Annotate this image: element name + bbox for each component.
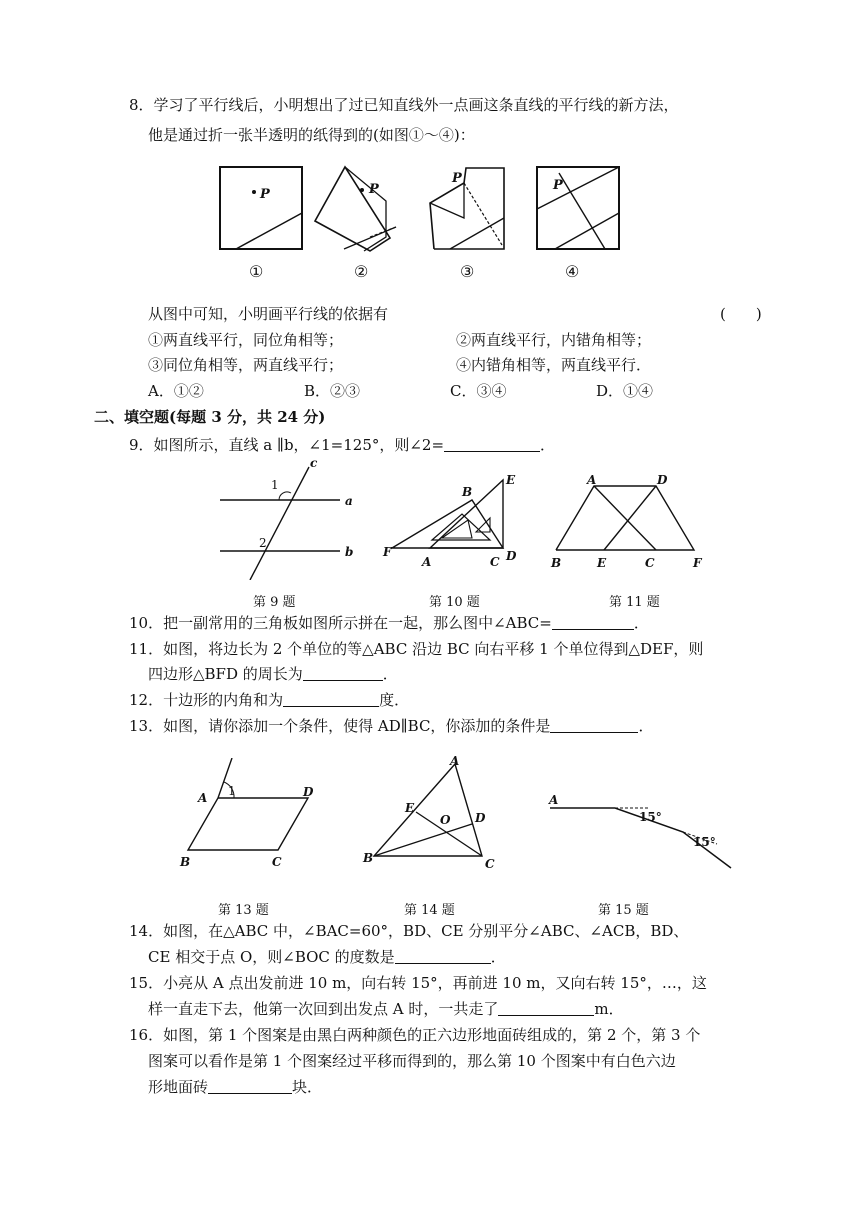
line-b-label: b bbox=[345, 545, 354, 559]
q16-line2: 图案可以看作是第 1 个图案经过平移而得到的，那么第 10 个图案中有白色六边 bbox=[148, 1052, 676, 1070]
q14-answer-blank[interactable] bbox=[395, 948, 491, 964]
caption-figure-13: 第 13 题 bbox=[218, 903, 269, 918]
point-d-label: D bbox=[506, 549, 517, 563]
q14-end: ． bbox=[490, 948, 506, 966]
point-p-label: P bbox=[553, 178, 563, 193]
q11-text: 四边形△BFD 的周长为 bbox=[148, 665, 303, 683]
point-a-label: A bbox=[198, 791, 208, 805]
point-a-label: A bbox=[587, 473, 597, 487]
q8-option-c: C．③④ bbox=[450, 382, 507, 400]
caption-figure-10: 第 10 题 bbox=[429, 595, 480, 610]
fig-label-2: ② bbox=[354, 262, 369, 281]
q11-answer-blank[interactable] bbox=[303, 665, 383, 681]
q9-text: 9．如图所示，直线 a ∥b，∠1=125°，则∠2= bbox=[129, 436, 445, 454]
figure-10 bbox=[380, 470, 520, 576]
q10-text: 10．把一副常用的三角板如图所示拼在一起，那么图中∠ABC= bbox=[129, 614, 552, 632]
point-p-label: P bbox=[452, 171, 462, 186]
fig-label-1: ① bbox=[249, 262, 264, 281]
q15-text: 样一直走下去，他第一次回到出发点 A 时，一共走了 bbox=[148, 1000, 499, 1018]
point-a-label: A bbox=[422, 555, 432, 569]
q9-answer-blank[interactable] bbox=[444, 436, 540, 452]
point-c-label: C bbox=[490, 555, 500, 569]
q10-answer-blank[interactable] bbox=[552, 614, 634, 630]
section-title: 二、填空题(每题 3 分，共 24 分) bbox=[94, 408, 326, 426]
angle-1-label: 1 bbox=[271, 478, 279, 492]
point-b-label: B bbox=[363, 851, 374, 865]
angle-1-label: 1 bbox=[228, 784, 236, 798]
point-d-label: D bbox=[657, 473, 668, 487]
point-p-dot bbox=[360, 188, 364, 192]
fig-label-3: ③ bbox=[460, 262, 475, 281]
point-p-label: P bbox=[369, 182, 379, 197]
q8-figure-3 bbox=[422, 163, 517, 259]
angle-15-label-1: 15° bbox=[639, 810, 662, 824]
q13-answer-blank[interactable] bbox=[550, 717, 638, 733]
q15-end: m． bbox=[594, 1000, 624, 1018]
q8-figure-2 bbox=[312, 165, 407, 264]
q15-answer-blank[interactable] bbox=[498, 1000, 594, 1016]
q11-end: ． bbox=[382, 665, 398, 683]
q16-line1: 16．如图，第 1 个图案是由黑白两种颜色的正六边形地面砖组成的，第 2 个，第 3 个 bbox=[129, 1026, 701, 1044]
point-e-label: E bbox=[506, 473, 516, 487]
caption-figure-14: 第 14 题 bbox=[404, 903, 455, 918]
figure-11 bbox=[545, 472, 710, 576]
q11-line1: 11．如图，将边长为 2 个单位的等△ABC 沿边 BC 向右平移 1 个单位得到△DEF，则 bbox=[129, 640, 704, 658]
point-c-label: C bbox=[485, 857, 495, 871]
q14-line1: 14．如图，在△ABC 中，∠BAC=60°，BD、CE 分别平分∠ABC、∠ACB，BD、 bbox=[129, 922, 689, 940]
line-c-label: c bbox=[310, 456, 318, 470]
figure-14 bbox=[360, 752, 510, 876]
point-b-label: B bbox=[551, 556, 562, 570]
q11-line2 bbox=[148, 665, 398, 683]
point-b-label: B bbox=[180, 855, 191, 869]
q15-line2 bbox=[148, 1000, 624, 1018]
q16-answer-blank[interactable] bbox=[208, 1078, 292, 1094]
q8-option-a: A．①② bbox=[148, 382, 204, 400]
point-p-dot bbox=[252, 190, 256, 194]
q9-line bbox=[129, 436, 555, 454]
q12-line bbox=[129, 691, 409, 709]
q8-figure-4 bbox=[535, 165, 625, 259]
figure-9 bbox=[215, 455, 365, 584]
q8-option-b: B．②③ bbox=[304, 382, 361, 400]
caption-figure-9: 第 9 题 bbox=[253, 595, 296, 610]
angle-15-label-2: 15° bbox=[693, 835, 716, 849]
caption-figure-11: 第 11 题 bbox=[609, 595, 660, 610]
q8-option-d: D．①④ bbox=[596, 382, 654, 400]
q15-line1: 15．小亮从 A 点出发前进 10 m，向右转 15°，再前进 10 m，又向右转 15°，…，这 bbox=[129, 974, 707, 992]
q8-answer-bracket: ( ) bbox=[720, 305, 762, 323]
q10-line bbox=[129, 614, 649, 632]
line-a-label: a bbox=[345, 494, 353, 508]
point-p-label: P bbox=[260, 187, 270, 202]
q8-figure-1 bbox=[218, 165, 308, 259]
figure-15 bbox=[545, 790, 740, 879]
q12-answer-blank[interactable] bbox=[283, 691, 379, 707]
caption-figure-15: 第 15 题 bbox=[598, 903, 649, 918]
q16-end: 块． bbox=[292, 1078, 323, 1096]
point-a-label: A bbox=[450, 754, 460, 768]
q8-reason-3: ③同位角相等，两直线平行； bbox=[148, 356, 344, 374]
q13-text: 13．如图，请你添加一个条件，使得 AD∥BC，你添加的条件是 bbox=[129, 717, 551, 735]
q14-line2 bbox=[148, 948, 506, 966]
point-e-label: E bbox=[597, 556, 607, 570]
point-e-label: E bbox=[405, 801, 415, 815]
point-o-label: O bbox=[440, 813, 451, 827]
q8-reason-1: ①两直线平行，同位角相等； bbox=[148, 331, 344, 349]
q8-line2: 他是通过折一张半透明的纸得到的(如图①～④)： bbox=[148, 126, 475, 144]
q8-line1: 8．学习了平行线后，小明想出了过已知直线外一点画这条直线的平行线的新方法， bbox=[129, 96, 679, 114]
q13-end: ． bbox=[638, 717, 654, 735]
q16-text: 形地面砖 bbox=[148, 1078, 209, 1096]
q16-line3 bbox=[148, 1078, 322, 1096]
q12-text: 12．十边形的内角和为 bbox=[129, 691, 284, 709]
q8-reason-2: ②两直线平行，内错角相等； bbox=[456, 331, 652, 349]
fig-label-4: ④ bbox=[565, 262, 580, 281]
point-d-label: D bbox=[475, 811, 486, 825]
point-f-label: F bbox=[383, 545, 392, 559]
q9-end: ． bbox=[540, 436, 556, 454]
point-f-label: F bbox=[693, 556, 702, 570]
q8-reason-4: ④内错角相等，两直线平行． bbox=[456, 356, 652, 374]
q13-line bbox=[129, 717, 653, 735]
point-c-label: C bbox=[272, 855, 282, 869]
q8-stem: 从图中可知，小明画平行线的依据有 bbox=[148, 305, 389, 323]
q10-end: ． bbox=[633, 614, 649, 632]
point-b-label: B bbox=[462, 485, 473, 499]
point-a-label: A bbox=[549, 793, 559, 807]
figure-13 bbox=[172, 758, 332, 874]
q14-text: CE 相交于点 O，则∠BOC 的度数是 bbox=[148, 948, 395, 966]
point-c-label: C bbox=[645, 556, 655, 570]
angle-2-label: 2 bbox=[259, 536, 267, 550]
q12-end: 度． bbox=[379, 691, 410, 709]
point-d-label: D bbox=[303, 785, 314, 799]
